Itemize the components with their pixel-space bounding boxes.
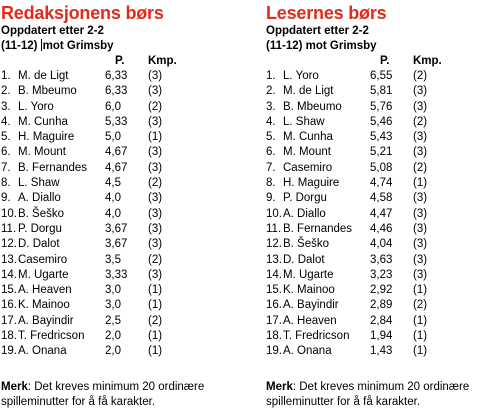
player-rank: 10.: [1, 207, 17, 220]
player-name: T. Fredricson: [283, 330, 350, 343]
player-name: L. Yoro: [18, 100, 54, 113]
player-matches: (3): [148, 161, 163, 174]
player-rank: 8.: [1, 177, 11, 190]
player-row: [1, 253, 229, 268]
column-header-row: [266, 54, 480, 69]
player-points: 4,04: [370, 238, 393, 251]
player-name: T. Fredricson: [18, 330, 85, 343]
player-row: [1, 69, 229, 84]
player-row: [1, 100, 229, 115]
player-rank: 16.: [1, 299, 17, 312]
player-row: [1, 161, 229, 176]
player-points: 5,08: [370, 161, 393, 174]
player-matches: (3): [413, 207, 428, 220]
player-row: [266, 84, 480, 99]
player-matches: (1): [413, 177, 428, 190]
player-name: D. Dalot: [283, 253, 325, 266]
player-row: [1, 268, 229, 283]
player-points: 5,81: [370, 85, 393, 98]
footnote: [266, 380, 480, 410]
player-row: [266, 268, 480, 283]
player-rank: 3.: [266, 100, 276, 113]
player-name: A. Diallo: [18, 192, 61, 205]
player-points: 3,0: [105, 299, 121, 312]
player-name: M. Ugarte: [18, 268, 69, 281]
player-matches: (2): [148, 253, 163, 266]
player-name: L. Shaw: [283, 115, 325, 128]
player-name: M. de Ligt: [18, 70, 69, 82]
player-name: A. Onana: [18, 345, 67, 358]
player-points: 4,5: [105, 177, 121, 190]
player-points: 3,33: [105, 268, 128, 281]
player-row: [1, 314, 229, 329]
player-points: 4,58: [370, 192, 393, 205]
player-matches: (1): [148, 330, 163, 343]
player-points: 2,89: [370, 299, 393, 312]
column-header-matches: Kmp.: [148, 55, 177, 67]
player-rank: 16.: [266, 299, 282, 312]
player-row: [266, 130, 480, 145]
player-matches: (2): [413, 299, 428, 312]
player-points: 3,23: [370, 268, 393, 281]
subtitle-line-1: Oppdatert etter 2-2: [1, 25, 104, 37]
player-row: [266, 145, 480, 160]
player-name: A. Heaven: [18, 284, 72, 297]
column-header-row: [1, 54, 229, 69]
player-points: 5,46: [370, 115, 393, 128]
player-name: B. Fernandes: [283, 222, 353, 235]
player-points: 4,0: [105, 207, 121, 220]
player-name: B. Mbeumo: [283, 100, 342, 113]
player-name: Casemiro: [18, 253, 68, 266]
player-matches: (3): [413, 238, 428, 251]
player-matches: (1): [148, 345, 163, 358]
player-rank: 17.: [266, 314, 282, 327]
player-matches: (3): [148, 146, 163, 159]
player-name: A. Diallo: [283, 207, 326, 220]
player-row: [1, 237, 229, 252]
player-rank: 12.: [1, 238, 17, 251]
column-header-matches: Kmp.: [413, 55, 442, 67]
panel-subtitle: [266, 24, 480, 54]
player-matches: (3): [148, 268, 163, 281]
player-name: A. Bayindir: [18, 314, 74, 327]
player-row: [1, 298, 229, 313]
player-rank: 14.: [266, 268, 282, 281]
player-name: H. Maguire: [283, 177, 340, 190]
player-rank: 2.: [1, 85, 11, 98]
player-row: [266, 329, 480, 344]
player-rank: 18.: [1, 330, 17, 343]
player-points: 4,46: [370, 222, 393, 235]
player-points: 5,33: [105, 115, 128, 128]
player-matches: (1): [148, 131, 163, 144]
player-points: 6,33: [105, 85, 128, 98]
player-points: 2,92: [370, 284, 393, 297]
footnote-label: Merk: [1, 380, 28, 393]
player-points: 4,67: [105, 146, 128, 159]
player-rank: 19.: [1, 345, 17, 358]
player-row: [1, 207, 229, 222]
player-row: [1, 329, 229, 344]
player-matches: (2): [148, 100, 163, 113]
player-rank: 18.: [266, 330, 282, 343]
player-matches: (3): [148, 238, 163, 251]
player-matches: (3): [148, 222, 163, 235]
player-points: 3,67: [105, 238, 128, 251]
player-name: B. Šeško: [283, 238, 330, 251]
player-matches: (1): [413, 284, 428, 297]
player-row: [1, 191, 229, 206]
player-row: [1, 145, 229, 160]
subtitle-line-1: Oppdatert etter 2-2: [266, 25, 369, 37]
player-matches: (3): [148, 85, 163, 98]
subtitle-line-2: (11-12) mot Grimsby: [266, 40, 377, 52]
player-row: [1, 115, 229, 130]
player-row: [266, 207, 480, 222]
player-matches: (3): [413, 100, 428, 113]
player-row: [266, 298, 480, 313]
player-rank: 7.: [1, 161, 11, 174]
player-points: 4,67: [105, 161, 128, 174]
player-points: 4,74: [370, 177, 393, 190]
player-rank: 14.: [1, 268, 17, 281]
player-name: M. Cunha: [283, 131, 333, 144]
player-points: 6,55: [370, 70, 393, 82]
player-row: [1, 283, 229, 298]
player-points: 6,0: [105, 100, 121, 113]
player-row: [266, 191, 480, 206]
player-rank: 6.: [1, 146, 11, 159]
player-rank: 3.: [1, 100, 11, 113]
player-name: K. Mainoo: [283, 284, 335, 297]
player-row: [1, 176, 229, 191]
player-name: A. Heaven: [283, 314, 337, 327]
player-name: M. de Ligt: [283, 85, 334, 98]
player-rank: 13.: [1, 253, 17, 266]
ratings-list: [1, 69, 229, 360]
player-name: K. Mainoo: [18, 299, 70, 312]
player-points: 2,84: [370, 314, 393, 327]
panel-title: Redaksjonens børs: [1, 3, 164, 23]
player-rank: 12.: [266, 238, 282, 251]
player-rank: 2.: [266, 85, 276, 98]
footnote: [1, 380, 233, 410]
player-row: [266, 344, 480, 359]
player-name: M. Mount: [283, 146, 331, 159]
player-row: [266, 176, 480, 191]
player-name: Casemiro: [283, 161, 333, 174]
player-matches: (1): [413, 314, 428, 327]
subtitle-line-2: [1, 39, 229, 54]
player-points: 3,0: [105, 284, 121, 297]
player-rank: 15.: [1, 284, 17, 297]
player-matches: (1): [413, 330, 428, 343]
player-rank: 1.: [266, 70, 276, 82]
player-row: [1, 84, 229, 99]
player-points: 2,0: [105, 330, 121, 343]
player-matches: (3): [413, 146, 428, 159]
player-points: 3,67: [105, 222, 128, 235]
player-points: 3,63: [370, 253, 393, 266]
player-row: [266, 237, 480, 252]
player-points: 2,5: [105, 314, 121, 327]
player-matches: (2): [413, 70, 428, 82]
player-matches: (3): [413, 192, 428, 205]
player-rank: 9.: [1, 192, 11, 205]
player-name: M. Cunha: [18, 115, 68, 128]
player-name: M. Mount: [18, 146, 66, 159]
player-points: 5,43: [370, 131, 393, 144]
player-matches: (2): [148, 177, 163, 190]
player-matches: (3): [148, 70, 163, 82]
player-name: B. Mbeumo: [18, 85, 77, 98]
player-matches: (3): [413, 131, 428, 144]
player-rank: 6.: [266, 146, 276, 159]
player-points: 6,33: [105, 70, 128, 82]
player-matches: (2): [148, 314, 163, 327]
ratings-list: [266, 69, 480, 360]
player-name: B. Šeško: [18, 207, 65, 220]
player-matches: (3): [148, 192, 163, 205]
player-matches: (3): [413, 85, 428, 98]
editorial-ratings-panel: [1, 3, 229, 410]
player-row: [266, 115, 480, 130]
player-rank: 15.: [266, 284, 282, 297]
player-matches: (3): [413, 222, 428, 235]
player-points: 4,0: [105, 192, 121, 205]
player-name: B. Fernandes: [18, 161, 88, 174]
player-name: A. Onana: [283, 345, 332, 358]
player-name: P. Dorgu: [283, 192, 327, 205]
player-row: [266, 161, 480, 176]
subtitle-score: (11-12): [1, 40, 38, 52]
player-row: [1, 130, 229, 145]
player-rank: 11.: [1, 222, 17, 235]
footnote-text: : Det kreves minimum 20 ordinære spilleminutter for å få karakter.: [266, 380, 470, 408]
player-name: D. Dalot: [18, 238, 60, 251]
player-rank: 11.: [266, 222, 282, 235]
player-matches: (3): [413, 253, 428, 266]
player-rank: 5.: [1, 131, 11, 144]
player-name: L. Yoro: [283, 70, 319, 82]
column-header-points: P.: [115, 55, 125, 67]
player-rank: 13.: [266, 253, 282, 266]
player-row: [266, 222, 480, 237]
player-matches: (2): [413, 161, 428, 174]
column-header-points: P.: [380, 55, 390, 67]
player-points: 4,47: [370, 207, 393, 220]
reader-ratings-panel: [266, 3, 480, 410]
player-matches: (1): [148, 299, 163, 312]
player-rank: 5.: [266, 131, 276, 144]
player-row: [266, 253, 480, 268]
player-rank: 4.: [1, 115, 11, 128]
player-rank: 19.: [266, 345, 282, 358]
player-rank: 17.: [1, 314, 17, 327]
player-matches: (1): [148, 284, 163, 297]
player-points: 2,0: [105, 345, 121, 358]
player-points: 5,21: [370, 146, 393, 159]
player-points: 5,76: [370, 100, 393, 113]
player-rank: 8.: [266, 177, 276, 190]
player-row: [266, 283, 480, 298]
player-name: H. Maguire: [18, 131, 75, 144]
player-name: M. Ugarte: [283, 268, 334, 281]
player-row: [266, 69, 480, 84]
footnote-text: : Det kreves minimum 20 ordinære spilleminutter for å få karakter.: [1, 380, 205, 408]
player-row: [1, 222, 229, 237]
player-matches: (3): [148, 207, 163, 220]
player-row: [266, 100, 480, 115]
text-cursor: [41, 39, 42, 51]
player-rank: 1.: [1, 70, 11, 82]
player-matches: (3): [148, 115, 163, 128]
player-matches: (1): [413, 345, 428, 358]
player-matches: (3): [413, 268, 428, 281]
subtitle-opponent: mot Grimsby: [42, 40, 114, 52]
player-rank: 10.: [266, 207, 282, 220]
player-rank: 4.: [266, 115, 276, 128]
player-rank: 7.: [266, 161, 276, 174]
panel-subtitle: [1, 24, 229, 54]
player-points: 1,43: [370, 345, 393, 358]
panel-title: Lesernes børs: [266, 3, 387, 23]
player-matches: (2): [413, 115, 428, 128]
player-name: P. Dorgu: [18, 222, 62, 235]
player-name: A. Bayindir: [283, 299, 339, 312]
player-row: [1, 344, 229, 359]
player-name: L. Shaw: [18, 177, 60, 190]
player-points: 1,94: [370, 330, 393, 343]
player-points: 3,5: [105, 253, 121, 266]
player-rank: 9.: [266, 192, 276, 205]
player-points: 5,0: [105, 131, 121, 144]
footnote-label: Merk: [266, 380, 293, 393]
player-row: [266, 314, 480, 329]
